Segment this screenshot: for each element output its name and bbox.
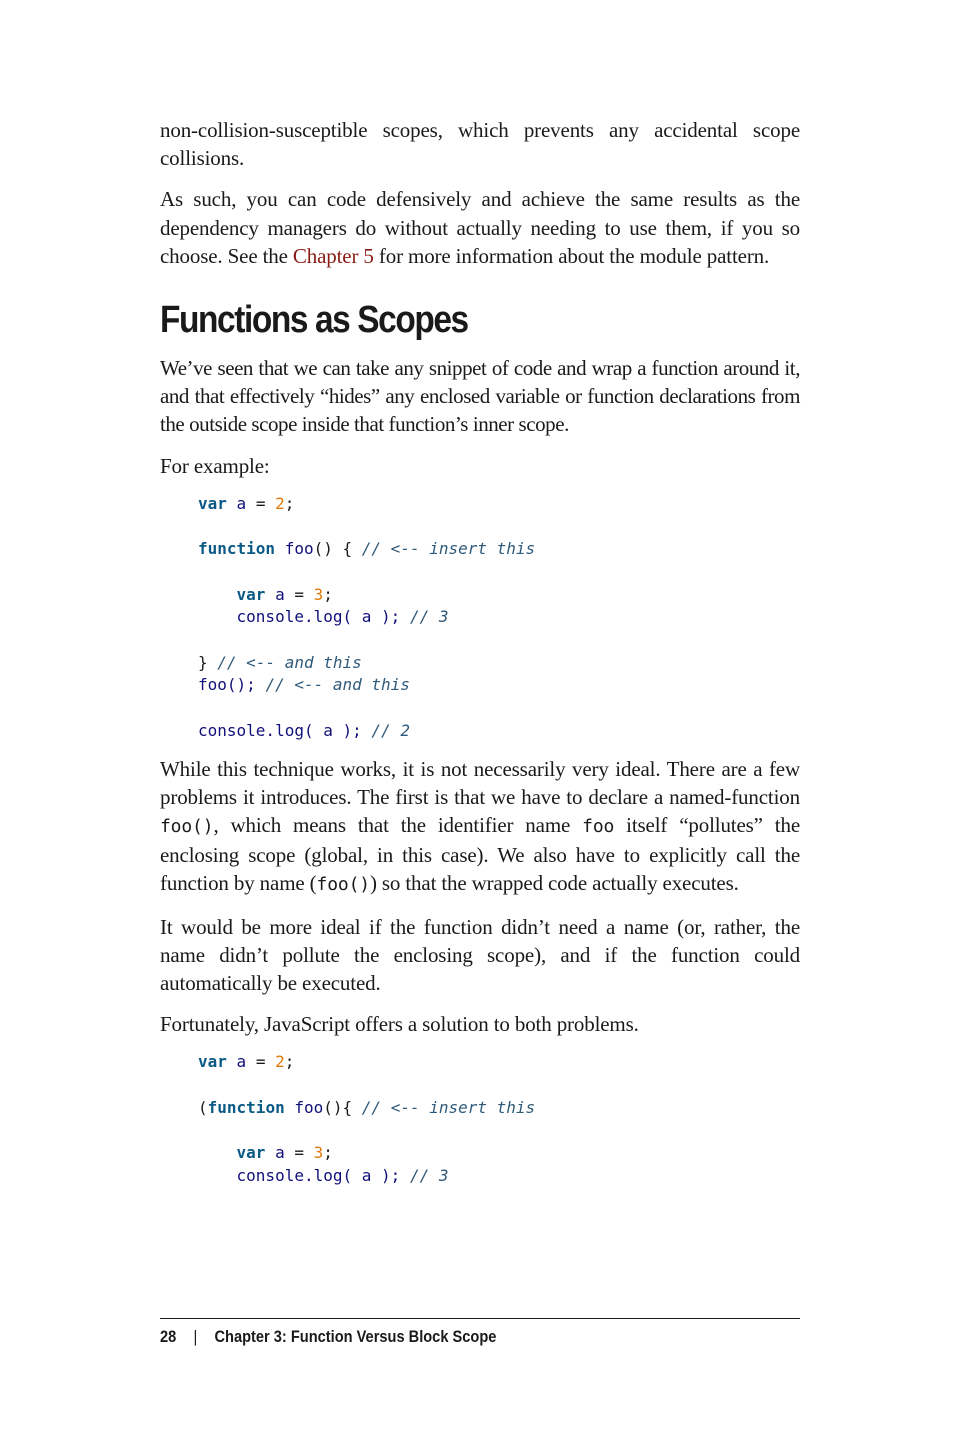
code-comment: // <-- and this [265,675,410,695]
code-call: foo(); [198,675,256,695]
section-heading: Functions as Scopes [160,299,468,342]
chapter-5-link[interactable]: Chapter 5 [292,243,374,268]
code-comment: // <-- insert this [361,539,536,559]
code-call: console.log( [236,1165,353,1185]
paragraph-intro [160,354,800,439]
code-block-2 [198,1051,800,1187]
code-punct: ; [284,493,295,513]
code-identifier: foo [284,539,314,559]
code-identifier: a [361,1165,372,1185]
code-comment: // 3 [409,607,449,627]
code-number: 2 [275,1052,285,1072]
code-punct: ( [198,1097,208,1117]
code-punct: () { [313,539,353,559]
inline-code: foo() [316,874,370,896]
paragraph-problems [160,755,800,900]
code-operator: = [294,584,304,604]
code-identifier: a [275,1143,285,1163]
code-punct: ; [323,1143,333,1163]
code-number: 3 [313,584,324,604]
code-operator: = [255,493,266,513]
code-keyword: var [198,1052,227,1072]
code-keyword: function [207,1097,285,1117]
code-punct: ); [371,607,401,627]
code-keyword: var [198,493,227,513]
code-keyword: var [236,1143,266,1163]
code-identifier: foo [294,1097,324,1117]
paragraph-text: , which means that the identifier name [213,812,583,837]
paragraph-text: It would be more ideal if the function didn’t need a name (or, rather, the name didn’t pollute the enclosing scope), and if the function could automatically be executed. [160,914,800,995]
code-punct: ); [332,720,362,740]
code-punct: (){ [323,1097,353,1117]
paragraph-defensive-coding [160,185,800,270]
code-number: 2 [275,493,285,513]
code-call: console.log( [236,607,353,627]
code-identifier: a [236,493,247,513]
code-keyword: function [198,539,276,559]
code-operator: = [255,1052,266,1072]
code-comment: // 3 [409,1165,449,1185]
paragraph-for-example [160,452,800,480]
code-punct: ); [371,1165,401,1185]
paragraph-text: For example: [160,453,270,478]
paragraph-text: As such, you can code defensively and achieve the same results as the dependency managers do without actually needing to use them, if you so choose. See the [160,187,800,268]
page-content [160,116,800,1200]
code-punct: ; [284,1052,295,1072]
paragraph-text: While this technique works, it is not necessarily very ideal. There are a few problems it introduces. The first is that we have to declare a named-function [160,756,800,809]
inline-code: foo [582,815,615,837]
footer-separator: | [193,1327,198,1346]
code-identifier: a [323,720,333,740]
code-keyword: var [236,584,266,604]
paragraph-text: We’ve seen that we can take any snippet of code and wrap a function around it, and that effectively “hides” any enclosed variable or function declarations from the outside scope inside that function’s inner scope. [160,356,800,437]
code-punct: ; [323,584,333,604]
paragraph-text: non-collision-susceptible scopes, which prevents any accidental scope collisions. [160,118,800,171]
code-identifier: a [275,584,285,604]
paragraph-text: Fortunately, JavaScript offers a solution to both problems. [160,1012,639,1037]
code-call: console.log( [198,720,314,740]
code-number: 3 [313,1143,324,1163]
paragraph-text: for more information about the module pattern. [373,243,770,268]
code-identifier: a [236,1052,247,1072]
footer-chapter-title: Chapter 3: Function Versus Block Scope [214,1327,497,1346]
code-block-1 [198,493,800,743]
paragraph-text: itself “pollutes” the enclosing scope (global, in this case). We also have to explicitly call the function by name ( [160,812,801,896]
paragraph-text: ) so that the wrapped code actually executes. [369,871,739,896]
code-comment: // <-- insert this [361,1097,536,1117]
page-number: 28 [160,1327,177,1346]
code-comment: // <-- and this [217,652,362,672]
inline-code: foo() [160,815,214,837]
paragraph-fortunately [160,1010,800,1038]
code-identifier: a [361,607,372,627]
paragraph-scope-collisions [160,116,800,172]
code-comment: // 2 [371,720,410,740]
page-footer [160,1318,800,1347]
paragraph-ideal [160,913,800,998]
code-operator: = [294,1143,304,1163]
code-punct: } [198,652,208,672]
